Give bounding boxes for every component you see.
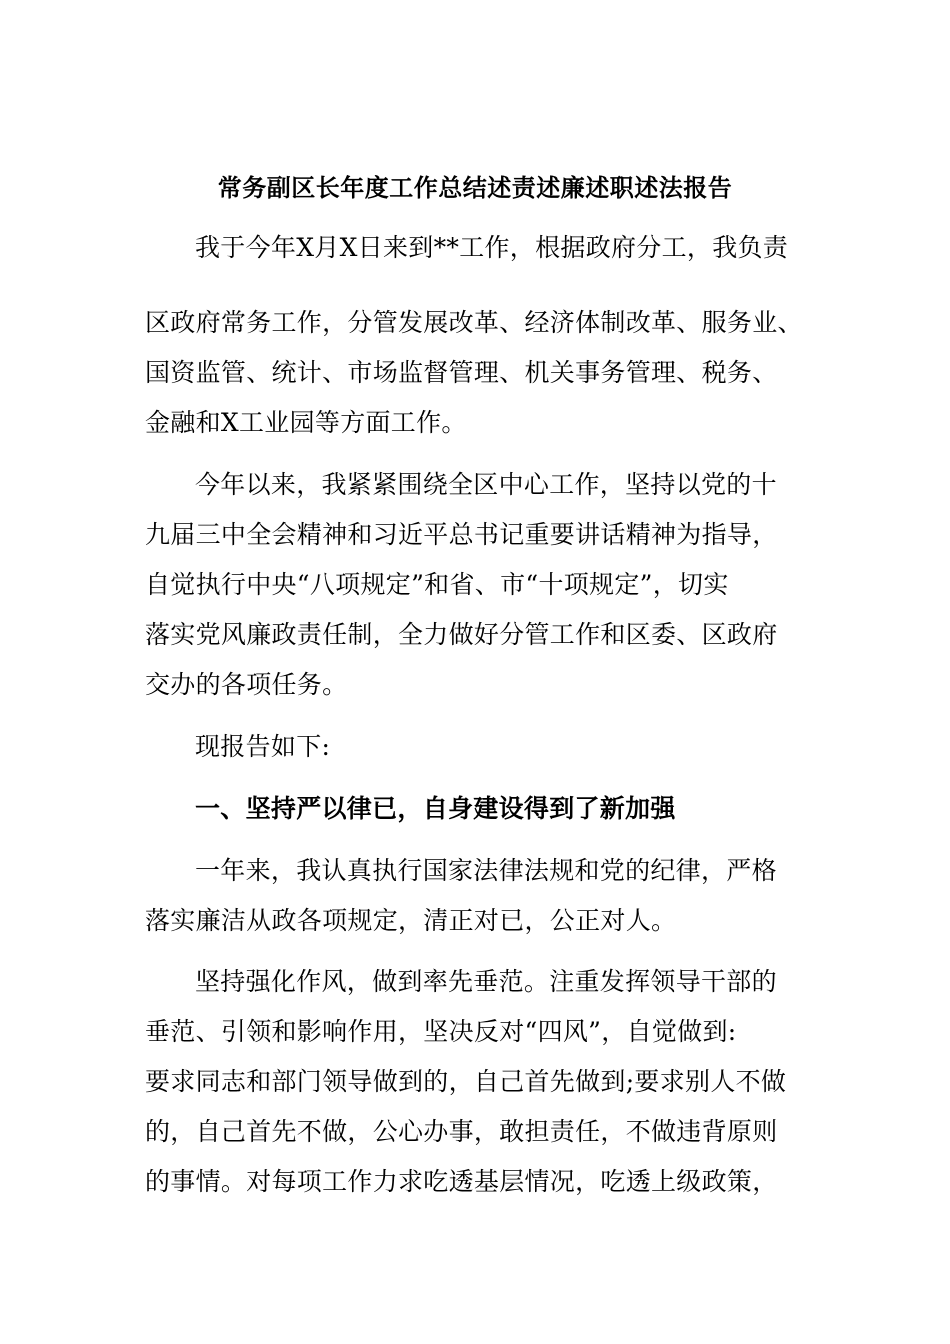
paragraph-6-line-3: 要求同志和部门领导做到的，自己首先做到;要求别人不做 — [145, 1067, 787, 1096]
paragraph-1-line-1: 我于今年X月X日来到**工作，根据政府分工，我负责 — [195, 233, 789, 262]
section-heading-1: 一、坚持严以律已，自身建设得到了新加强 — [195, 794, 676, 823]
document-title: 常务副区长年度工作总结述责述廉述职述法报告 — [217, 173, 733, 202]
paragraph-2-line-5: 交办的各项任务。 — [145, 670, 348, 699]
paragraph-6-line-4: 的，自己首先不做，公心办事，敢担责任，不做违背原则 — [145, 1117, 778, 1146]
paragraph-6-line-1: 坚持强化作风，做到率先垂范。注重发挥领导干部的 — [195, 967, 777, 996]
paragraph-1-line-3: 国资监管、统计、市场监督管理、机关事务管理、税务、 — [145, 358, 778, 387]
paragraph-5-line-2: 落实廉洁从政各项规定，清正对已，公正对人。 — [145, 906, 677, 935]
paragraph-1-line-4: 金融和X工业园等方面工作。 — [145, 408, 467, 437]
paragraph-2-line-4: 落实党风廉政责任制，全力做好分管工作和区委、区政府 — [145, 620, 778, 649]
paragraph-1-line-2: 区政府常务工作，分管发展改革、经济体制改革、服务业、 — [145, 308, 803, 337]
paragraph-2-line-3: 自觉执行中央“八项规定”和省、市“十项规定”，切实 — [145, 570, 729, 599]
paragraph-3-line-1: 现报告如下: — [195, 732, 331, 761]
paragraph-2-line-1: 今年以来，我紧紧围绕全区中心工作，坚持以党的十 — [195, 470, 777, 499]
paragraph-6-line-2: 垂范、引领和影响作用，坚决反对“四风”，自觉做到: — [145, 1017, 737, 1046]
paragraph-5-line-1: 一年来，我认真执行国家法律法规和党的纪律，严格 — [195, 856, 777, 885]
paragraph-6-line-5: 的事情。对每项工作力求吃透基层情况，吃透上级政策， — [145, 1167, 778, 1196]
paragraph-2-line-2: 九届三中全会精神和习近平总书记重要讲话精神为指导， — [145, 520, 778, 549]
